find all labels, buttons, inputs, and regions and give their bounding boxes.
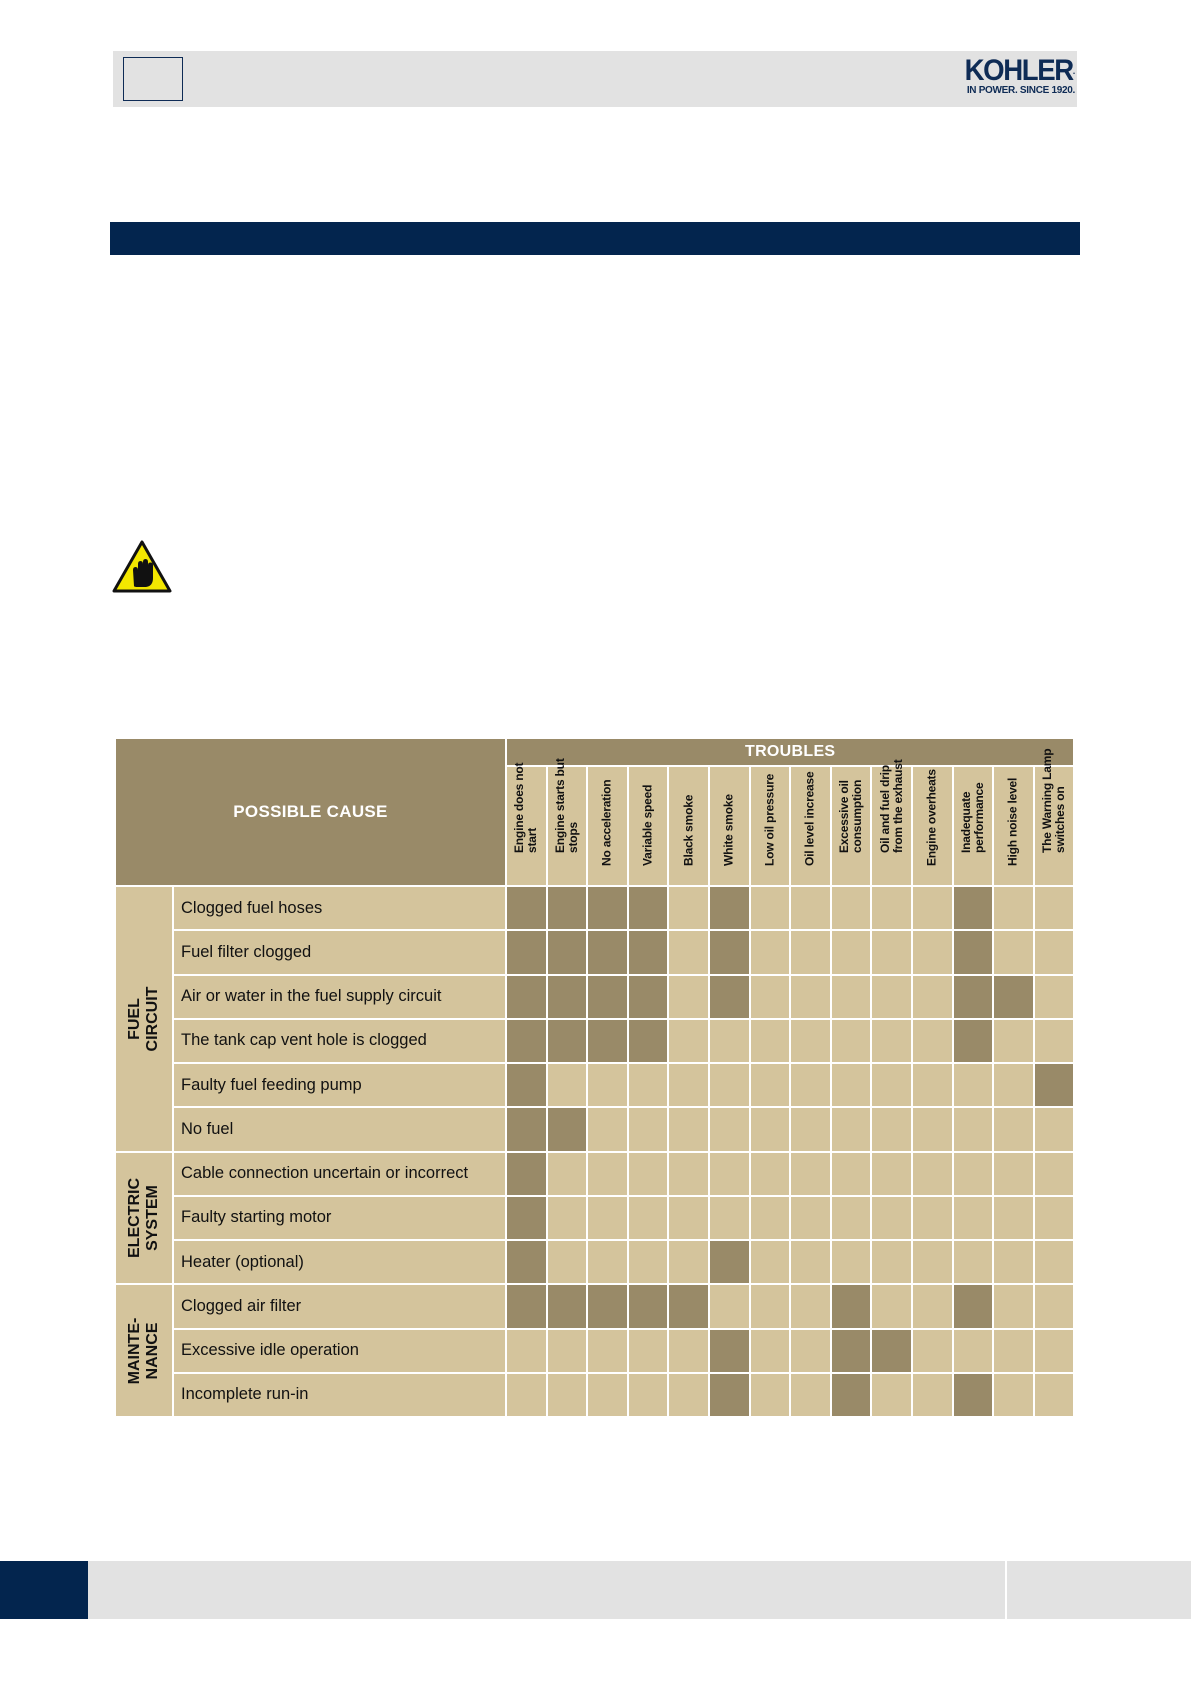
trouble-empty-cell bbox=[831, 886, 872, 930]
cause-label: Faulty starting motor bbox=[173, 1196, 506, 1240]
troubles-header: TROUBLES bbox=[506, 738, 1074, 766]
trouble-label: Excessive oil consumption bbox=[837, 779, 865, 853]
trouble-empty-cell bbox=[709, 1152, 750, 1196]
table-row bbox=[115, 1107, 1074, 1151]
trouble-mark-cell bbox=[506, 886, 547, 930]
trouble-empty-cell bbox=[668, 886, 709, 930]
cause-label: Cable connection uncertain or incorrect bbox=[173, 1152, 506, 1196]
table-row bbox=[115, 1019, 1074, 1063]
trouble-mark-cell bbox=[709, 1329, 750, 1373]
trouble-empty-cell bbox=[871, 1284, 912, 1328]
trouble-mark-cell bbox=[506, 1107, 547, 1151]
section-title-bar bbox=[110, 222, 1080, 255]
trouble-empty-cell bbox=[790, 1329, 831, 1373]
trouble-empty-cell bbox=[750, 1107, 791, 1151]
cause-label: Clogged air filter bbox=[173, 1284, 506, 1328]
trouble-empty-cell bbox=[790, 1063, 831, 1107]
trouble-mark-cell bbox=[628, 886, 669, 930]
trouble-mark-cell bbox=[506, 975, 547, 1019]
trouble-empty-cell bbox=[547, 1240, 588, 1284]
trouble-empty-cell bbox=[628, 1373, 669, 1417]
cause-label: The tank cap vent hole is clogged bbox=[173, 1019, 506, 1063]
trouble-mark-cell bbox=[587, 886, 628, 930]
trouble-label: White smoke bbox=[721, 794, 736, 866]
trouble-mark-cell bbox=[831, 1284, 872, 1328]
trouble-empty-cell bbox=[1034, 1019, 1075, 1063]
trouble-mark-cell bbox=[953, 1019, 994, 1063]
trouble-empty-cell bbox=[547, 1152, 588, 1196]
trouble-empty-cell bbox=[993, 1019, 1034, 1063]
trouble-mark-cell bbox=[953, 1284, 994, 1328]
trouble-empty-cell bbox=[871, 1373, 912, 1417]
trouble-empty-cell bbox=[750, 1196, 791, 1240]
trouble-empty-cell bbox=[1034, 1107, 1075, 1151]
trouble-mark-cell bbox=[547, 975, 588, 1019]
cause-group-label bbox=[115, 1152, 173, 1285]
cause-group-text: MAINTE- NANCE bbox=[126, 1317, 161, 1384]
trouble-empty-cell bbox=[871, 886, 912, 930]
trouble-empty-cell bbox=[790, 886, 831, 930]
trouble-empty-cell bbox=[790, 1019, 831, 1063]
trouble-empty-cell bbox=[912, 930, 953, 974]
trouble-mark-cell bbox=[547, 886, 588, 930]
trouble-empty-cell bbox=[953, 1152, 994, 1196]
trouble-empty-cell bbox=[790, 1152, 831, 1196]
trouble-empty-cell bbox=[1034, 975, 1075, 1019]
trouble-label: Engine overheats bbox=[924, 769, 939, 866]
trouble-empty-cell bbox=[912, 1107, 953, 1151]
trouble-empty-cell bbox=[953, 1196, 994, 1240]
trouble-empty-cell bbox=[993, 1284, 1034, 1328]
trouble-mark-cell bbox=[1034, 1063, 1075, 1107]
troubleshooting-table bbox=[114, 737, 1075, 1418]
warning-hand-icon bbox=[112, 540, 172, 594]
trouble-empty-cell bbox=[547, 1329, 588, 1373]
trouble-mark-cell bbox=[953, 1373, 994, 1417]
trouble-label: Engine does not start bbox=[512, 762, 540, 853]
trouble-empty-cell bbox=[912, 1063, 953, 1107]
trouble-empty-cell bbox=[871, 1063, 912, 1107]
trouble-empty-cell bbox=[912, 975, 953, 1019]
trouble-empty-cell bbox=[871, 975, 912, 1019]
trouble-empty-cell bbox=[790, 1284, 831, 1328]
trouble-mark-cell bbox=[831, 1373, 872, 1417]
trouble-empty-cell bbox=[871, 1240, 912, 1284]
trouble-empty-cell bbox=[831, 1107, 872, 1151]
trouble-empty-cell bbox=[831, 1063, 872, 1107]
trouble-mark-cell bbox=[628, 1019, 669, 1063]
trouble-column-header bbox=[993, 766, 1034, 886]
trouble-empty-cell bbox=[587, 1196, 628, 1240]
trouble-column-header bbox=[790, 766, 831, 886]
trouble-label: No acceleration bbox=[599, 779, 614, 866]
cause-label: No fuel bbox=[173, 1107, 506, 1151]
table-row bbox=[115, 886, 1074, 930]
trouble-empty-cell bbox=[993, 930, 1034, 974]
trouble-mark-cell bbox=[506, 1152, 547, 1196]
trouble-empty-cell bbox=[709, 1107, 750, 1151]
trouble-empty-cell bbox=[668, 1329, 709, 1373]
trouble-empty-cell bbox=[790, 1107, 831, 1151]
table-row bbox=[115, 1373, 1074, 1417]
trouble-empty-cell bbox=[953, 1329, 994, 1373]
trouble-empty-cell bbox=[506, 1373, 547, 1417]
trouble-empty-cell bbox=[587, 1152, 628, 1196]
trouble-label: Engine starts but stops bbox=[552, 758, 580, 853]
trouble-empty-cell bbox=[953, 1107, 994, 1151]
trouble-empty-cell bbox=[1034, 1329, 1075, 1373]
trouble-empty-cell bbox=[953, 1063, 994, 1107]
cause-group-text: ELECTRIC SYSTEM bbox=[126, 1177, 161, 1258]
trouble-mark-cell bbox=[506, 1019, 547, 1063]
trouble-empty-cell bbox=[506, 1329, 547, 1373]
trouble-mark-cell bbox=[547, 930, 588, 974]
trouble-mark-cell bbox=[831, 1329, 872, 1373]
trouble-empty-cell bbox=[831, 1019, 872, 1063]
trouble-column-header bbox=[587, 766, 628, 886]
trouble-mark-cell bbox=[953, 886, 994, 930]
trouble-empty-cell bbox=[871, 1196, 912, 1240]
trouble-empty-cell bbox=[668, 1019, 709, 1063]
trouble-empty-cell bbox=[668, 975, 709, 1019]
trouble-empty-cell bbox=[912, 1196, 953, 1240]
trouble-empty-cell bbox=[790, 1373, 831, 1417]
trouble-empty-cell bbox=[1034, 1284, 1075, 1328]
trouble-empty-cell bbox=[790, 1240, 831, 1284]
logo-reg-mark: . bbox=[1072, 66, 1076, 76]
cause-group-label bbox=[115, 886, 173, 1152]
trouble-empty-cell bbox=[912, 1284, 953, 1328]
trouble-empty-cell bbox=[912, 1019, 953, 1063]
trouble-empty-cell bbox=[871, 1107, 912, 1151]
trouble-label: Variable speed bbox=[640, 784, 655, 866]
trouble-mark-cell bbox=[547, 1284, 588, 1328]
trouble-empty-cell bbox=[790, 1196, 831, 1240]
trouble-mark-cell bbox=[709, 1240, 750, 1284]
kohler-logo bbox=[955, 54, 1076, 97]
trouble-label: Oil level increase bbox=[802, 771, 817, 866]
trouble-empty-cell bbox=[1034, 1196, 1075, 1240]
trouble-empty-cell bbox=[750, 1373, 791, 1417]
trouble-mark-cell bbox=[668, 1284, 709, 1328]
cause-group-label bbox=[115, 1284, 173, 1417]
table-row bbox=[115, 930, 1074, 974]
trouble-mark-cell bbox=[587, 975, 628, 1019]
trouble-empty-cell bbox=[993, 1196, 1034, 1240]
trouble-column-header bbox=[668, 766, 709, 886]
trouble-label: High noise level bbox=[1005, 777, 1020, 866]
footer-page-block bbox=[0, 1561, 88, 1619]
trouble-empty-cell bbox=[668, 1196, 709, 1240]
cause-label: Excessive idle operation bbox=[173, 1329, 506, 1373]
trouble-mark-cell bbox=[506, 1240, 547, 1284]
trouble-empty-cell bbox=[831, 1152, 872, 1196]
table-row bbox=[115, 1152, 1074, 1196]
logo-wordmark: KOHLER bbox=[964, 54, 1073, 87]
trouble-column-header bbox=[750, 766, 791, 886]
trouble-empty-cell bbox=[587, 1373, 628, 1417]
trouble-label: Inadequate performance bbox=[958, 782, 986, 853]
trouble-empty-cell bbox=[871, 930, 912, 974]
trouble-mark-cell bbox=[993, 975, 1034, 1019]
trouble-empty-cell bbox=[750, 1019, 791, 1063]
trouble-mark-cell bbox=[709, 975, 750, 1019]
trouble-empty-cell bbox=[993, 886, 1034, 930]
trouble-empty-cell bbox=[628, 1329, 669, 1373]
trouble-empty-cell bbox=[1034, 1373, 1075, 1417]
table-row bbox=[115, 1063, 1074, 1107]
trouble-empty-cell bbox=[709, 1284, 750, 1328]
table-row bbox=[115, 1240, 1074, 1284]
trouble-empty-cell bbox=[709, 1063, 750, 1107]
trouble-empty-cell bbox=[831, 930, 872, 974]
trouble-empty-cell bbox=[831, 975, 872, 1019]
trouble-empty-cell bbox=[668, 1373, 709, 1417]
trouble-mark-cell bbox=[506, 1063, 547, 1107]
trouble-mark-cell bbox=[709, 930, 750, 974]
possible-cause-header: POSSIBLE CAUSE bbox=[115, 738, 506, 886]
trouble-empty-cell bbox=[831, 1240, 872, 1284]
trouble-empty-cell bbox=[1034, 1152, 1075, 1196]
cause-label: Clogged fuel hoses bbox=[173, 886, 506, 930]
trouble-mark-cell bbox=[547, 1019, 588, 1063]
logo-tagline: IN POWER. SINCE 1920. bbox=[966, 85, 1075, 96]
trouble-empty-cell bbox=[1034, 930, 1075, 974]
trouble-label: Oil and fuel drip from the exhaust bbox=[877, 759, 905, 853]
cause-label: Fuel filter clogged bbox=[173, 930, 506, 974]
page-header bbox=[113, 51, 1077, 107]
trouble-empty-cell bbox=[750, 975, 791, 1019]
trouble-empty-cell bbox=[547, 1373, 588, 1417]
trouble-mark-cell bbox=[587, 1019, 628, 1063]
trouble-empty-cell bbox=[750, 1284, 791, 1328]
trouble-empty-cell bbox=[993, 1373, 1034, 1417]
trouble-label: The Warning Lamp switches on bbox=[1040, 748, 1068, 853]
header-page-box bbox=[123, 57, 183, 101]
trouble-empty-cell bbox=[750, 1063, 791, 1107]
trouble-empty-cell bbox=[587, 1240, 628, 1284]
cause-label: Heater (optional) bbox=[173, 1240, 506, 1284]
trouble-mark-cell bbox=[547, 1107, 588, 1151]
trouble-column-header bbox=[547, 758, 588, 886]
trouble-empty-cell bbox=[871, 1019, 912, 1063]
trouble-empty-cell bbox=[628, 1240, 669, 1284]
trouble-empty-cell bbox=[628, 1152, 669, 1196]
table-row bbox=[115, 1329, 1074, 1373]
trouble-empty-cell bbox=[993, 1152, 1034, 1196]
trouble-mark-cell bbox=[628, 930, 669, 974]
trouble-empty-cell bbox=[993, 1240, 1034, 1284]
trouble-empty-cell bbox=[668, 1240, 709, 1284]
table-row bbox=[115, 1284, 1074, 1328]
trouble-column-header bbox=[831, 766, 872, 886]
trouble-empty-cell bbox=[628, 1063, 669, 1107]
trouble-empty-cell bbox=[668, 1107, 709, 1151]
trouble-empty-cell bbox=[912, 1240, 953, 1284]
trouble-mark-cell bbox=[628, 1284, 669, 1328]
trouble-label: Black smoke bbox=[681, 794, 696, 866]
trouble-empty-cell bbox=[912, 886, 953, 930]
cause-label: Incomplete run-in bbox=[173, 1373, 506, 1417]
trouble-empty-cell bbox=[750, 930, 791, 974]
trouble-empty-cell bbox=[953, 1240, 994, 1284]
trouble-column-header bbox=[953, 766, 994, 886]
trouble-empty-cell bbox=[993, 1107, 1034, 1151]
trouble-mark-cell bbox=[587, 1284, 628, 1328]
trouble-empty-cell bbox=[668, 930, 709, 974]
trouble-mark-cell bbox=[506, 1284, 547, 1328]
trouble-column-header bbox=[709, 766, 750, 886]
trouble-mark-cell bbox=[871, 1329, 912, 1373]
trouble-mark-cell bbox=[709, 886, 750, 930]
cause-label: Faulty fuel feeding pump bbox=[173, 1063, 506, 1107]
trouble-mark-cell bbox=[628, 975, 669, 1019]
page-footer bbox=[0, 1561, 1191, 1619]
trouble-empty-cell bbox=[871, 1152, 912, 1196]
trouble-empty-cell bbox=[587, 1063, 628, 1107]
trouble-column-header bbox=[628, 766, 669, 886]
trouble-column-header bbox=[912, 766, 953, 886]
trouble-empty-cell bbox=[628, 1196, 669, 1240]
trouble-mark-cell bbox=[587, 930, 628, 974]
trouble-empty-cell bbox=[993, 1329, 1034, 1373]
trouble-empty-cell bbox=[750, 1329, 791, 1373]
trouble-column-header bbox=[871, 759, 912, 886]
trouble-empty-cell bbox=[993, 1063, 1034, 1107]
trouble-empty-cell bbox=[912, 1152, 953, 1196]
trouble-empty-cell bbox=[790, 975, 831, 1019]
trouble-empty-cell bbox=[790, 930, 831, 974]
trouble-empty-cell bbox=[587, 1329, 628, 1373]
trouble-empty-cell bbox=[709, 1196, 750, 1240]
table-row bbox=[115, 975, 1074, 1019]
trouble-mark-cell bbox=[953, 975, 994, 1019]
trouble-empty-cell bbox=[750, 886, 791, 930]
trouble-mark-cell bbox=[709, 1373, 750, 1417]
trouble-empty-cell bbox=[750, 1152, 791, 1196]
trouble-empty-cell bbox=[750, 1240, 791, 1284]
trouble-column-header bbox=[1034, 748, 1075, 886]
trouble-empty-cell bbox=[831, 1196, 872, 1240]
trouble-empty-cell bbox=[628, 1107, 669, 1151]
trouble-label: Low oil pressure bbox=[762, 773, 777, 866]
footer-divider bbox=[1005, 1561, 1007, 1619]
trouble-mark-cell bbox=[506, 930, 547, 974]
trouble-empty-cell bbox=[912, 1329, 953, 1373]
trouble-column-header bbox=[506, 762, 547, 886]
cause-label: Air or water in the fuel supply circuit bbox=[173, 975, 506, 1019]
trouble-empty-cell bbox=[912, 1373, 953, 1417]
cause-group-text: FUEL CIRCUIT bbox=[126, 986, 161, 1052]
trouble-empty-cell bbox=[587, 1107, 628, 1151]
trouble-empty-cell bbox=[668, 1063, 709, 1107]
trouble-empty-cell bbox=[1034, 886, 1075, 930]
trouble-empty-cell bbox=[547, 1063, 588, 1107]
trouble-empty-cell bbox=[668, 1152, 709, 1196]
trouble-empty-cell bbox=[709, 1019, 750, 1063]
table-row bbox=[115, 1196, 1074, 1240]
trouble-empty-cell bbox=[547, 1196, 588, 1240]
trouble-mark-cell bbox=[506, 1196, 547, 1240]
trouble-mark-cell bbox=[953, 930, 994, 974]
trouble-empty-cell bbox=[1034, 1240, 1075, 1284]
